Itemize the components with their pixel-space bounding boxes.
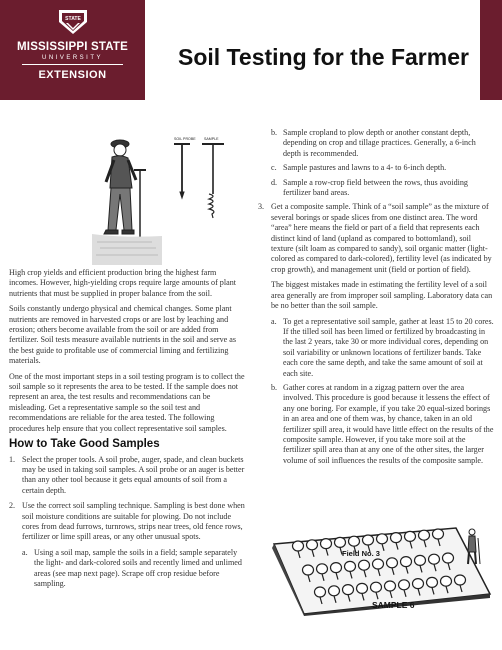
sub-list-letter: a.	[271, 316, 277, 326]
sampling-loop	[357, 583, 368, 593]
sub-list-item	[271, 128, 494, 159]
sampling-loop	[371, 582, 382, 592]
farmer-figure	[104, 140, 146, 250]
sampling-loop	[317, 564, 328, 574]
sampling-loop	[307, 540, 318, 550]
page-title: Soil Testing for the Farmer	[178, 44, 469, 70]
list-item	[9, 501, 245, 543]
auger-tool	[202, 144, 224, 218]
sampling-loop	[343, 585, 354, 595]
sampling-loop	[349, 536, 360, 546]
soil-probe-tool	[174, 144, 190, 198]
list-number: 2.	[9, 501, 16, 511]
sampling-loop	[373, 559, 384, 569]
sampling-loop	[401, 557, 412, 567]
sampling-loop	[387, 558, 398, 568]
header-accent-bar	[480, 0, 502, 100]
sub-list-letter: d.	[271, 177, 278, 187]
left-column	[9, 268, 245, 593]
list-item-text: Get a composite sample. Think of a “soil sample” as the mixture of several borings or spade slices from one distinct area. The word “area” here means the field or part of a field that represents each distinct kind of land (upland as compared to bottomland), soil texture (silt loam as compared to sandy), soil organic matter (light-colored as compared to dark-colored), fertility level (as indicated by crop growth), and management unit (field or portion of field).	[271, 202, 492, 274]
extension-logo	[0, 0, 145, 100]
sampling-loop	[443, 553, 454, 563]
tool-label-right: SAMPLE	[204, 137, 219, 141]
sub-list-letter: b.	[271, 382, 278, 392]
sampling-loop	[329, 586, 340, 596]
sub-list-letter: a.	[22, 547, 28, 557]
sub-list-item-text: Sample pastures and lawns to a 4- to 6-inch depth.	[283, 163, 447, 173]
sampling-loop	[429, 554, 440, 564]
paragraph-soil-changes: Soils constantly undergo physical and chemical changes. Some plant nutrients are removed in harvested crops or are lost by leaching and erosion; others become available from the soil or are added from fertilizer. Soil tests measure available nutrients in the soil and serve as the best guide to profitable use of commercial liming and fertilizing materials.	[9, 304, 237, 366]
sampling-loop	[363, 535, 374, 545]
sampling-loop	[321, 539, 332, 549]
sampling-loop	[293, 541, 304, 551]
list-item-text: Select the proper tools. A soil probe, auger, spade, and clean buckets may be used in taking soil samples. A soil probe or an auger is better than any other tool because it gets equal amounts of soil from a certain depth.	[22, 454, 245, 495]
sub-list-item	[271, 178, 494, 199]
sampling-loop	[405, 531, 416, 541]
sampling-loop	[441, 576, 452, 586]
msu-shield-icon	[57, 8, 89, 36]
sampling-loop	[391, 533, 402, 543]
page-header	[0, 0, 502, 100]
sample-number-label: SAMPLE 6	[372, 600, 415, 610]
list-number: 1.	[9, 454, 16, 464]
sampling-loop	[359, 560, 370, 570]
sub-list-item	[271, 163, 494, 173]
list-item-text: Use the correct soil sampling technique. Sampling is best done when soil moisture conditions are suitable for plowing. Do not include cores from dead furrows, turnrows, strips near trees, old fence rows, fertilizer or lime spill areas, or any other unusual spots.	[22, 501, 245, 542]
sampling-loop	[331, 563, 342, 573]
tool-label-left: SOIL PROBE	[174, 137, 196, 141]
logo-university-name: MISSISSIPPI STATE	[17, 41, 128, 53]
sampling-loop	[415, 555, 426, 565]
sampling-loop	[335, 537, 346, 547]
sampling-loop	[413, 579, 424, 589]
sampling-loop	[427, 577, 438, 587]
logo-university-label: UNIVERSITY	[41, 55, 103, 61]
sampling-loop	[377, 534, 388, 544]
sub-list-item-text: Sample a row-crop field between the rows, thus avoiding fertilizer band areas.	[283, 177, 468, 198]
sampling-loop	[433, 529, 444, 539]
logo-extension-label: EXTENSION	[38, 69, 107, 81]
sub-list-item-text: To get a representative soil sample, gather at least 15 to 20 cores. If the tilled soil has been limed or fertilized by broadcasting in the last 2 years, take 30 or more individual cores, depending on soil variability or unknown locations of fertilizer bands. Take each core the same depth, and take the same amount of soil at each site.	[283, 316, 494, 378]
field-sampling-illustration	[268, 508, 492, 616]
sampling-loop	[455, 575, 466, 585]
sampling-loop	[419, 530, 430, 540]
sampling-loop	[399, 580, 410, 590]
section-heading: How to Take Good Samples	[9, 438, 160, 451]
sub-list-item-text: Gather cores at random in a zigzag pattern over the area involved. This procedure is good because it lessens the effect of any one boring. For example, if you take 20 equal-sized borings in an area and one of them was, by chance, taken in an old fertilizer spill area, it would have little effect on the results of the composite sample. However, if you take more soil at the fertilizer spill area than at any one of the other sites, the larger volume of soil influences the results of the composite sample.	[283, 382, 494, 465]
field-number-label: Field No. 3	[342, 549, 380, 558]
paragraph-important-steps: One of the most important steps in a soil testing program is to collect the soil sample so it represents the area to be tested. If the sample does not represent an area, the test results and recommendations can be misleading. Get a representative sample so the soil test and recommendations are reliable for the area tested. The following procedures help ensure that you collect representative soil samples.	[9, 371, 245, 433]
list-item	[9, 455, 245, 497]
sub-list-item	[271, 317, 494, 379]
sampling-loop	[345, 561, 356, 571]
sub-list-item-text: Sample cropland to plow depth or another constant depth, depending on crop and tillage practices. Generally, a 6-inch depth is recommended.	[283, 128, 476, 158]
sub-list-item	[22, 548, 245, 590]
sampling-loop	[303, 565, 314, 575]
sub-list-item	[271, 383, 494, 466]
soil-sampling-illustration	[92, 130, 237, 265]
sampling-loop	[385, 581, 396, 591]
logo-divider	[22, 64, 123, 65]
sub-list-letter: c.	[271, 163, 277, 173]
svg-text:STATE: STATE	[65, 16, 81, 22]
right-column	[258, 128, 494, 470]
sub-list-letter: b.	[271, 128, 278, 137]
list-item	[258, 202, 494, 275]
sub-list-item-text: Using a soil map, sample the soils in a field; sample separately the light- and dark-colored soils and recently limed and unlimed areas (see map next page). Scrape off crop residue before sampling.	[34, 547, 242, 588]
list-number: 3.	[258, 202, 265, 212]
intro-paragraph: High crop yields and efficient production bring the highest farm incomes. However, high-yielding crops require large amounts of plant nutrients that must be supplied in proper balance from the soil.	[9, 268, 236, 298]
paragraph-biggest-mistakes: The biggest mistakes made in estimating the fertility level of a soil area generally are from improper soil sampling. Laboratory data can be no better than the soil sample.	[271, 280, 493, 311]
sampling-loop	[315, 587, 326, 597]
